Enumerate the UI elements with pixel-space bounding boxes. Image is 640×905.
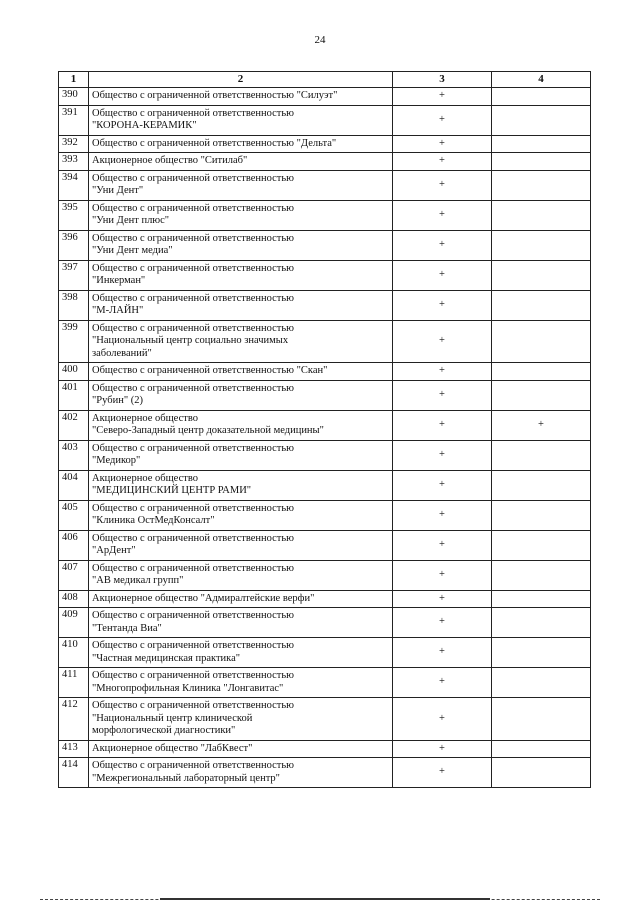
column-3-mark: + — [393, 380, 492, 410]
row-number: 408 — [59, 590, 89, 608]
column-4-mark — [492, 363, 591, 381]
organization-name: Общество с ограниченной ответственностью "Частная медицинская практика" — [89, 638, 393, 668]
organization-name: Общество с ограниченной ответственностью "Многопрофильная Клиника "Лонгавитас" — [89, 668, 393, 698]
table-row — [59, 200, 591, 230]
column-3-mark: + — [393, 590, 492, 608]
column-3-mark: + — [393, 363, 492, 381]
table-row — [59, 470, 591, 500]
organization-name: Общество с ограниченной ответственностью "Силуэт" — [89, 88, 393, 106]
table-row — [59, 88, 591, 106]
column-4-mark — [492, 380, 591, 410]
row-number: 403 — [59, 440, 89, 470]
column-4-mark — [492, 200, 591, 230]
column-3-mark: + — [393, 608, 492, 638]
row-number: 413 — [59, 740, 89, 758]
row-number: 391 — [59, 105, 89, 135]
organization-name: Общество с ограниченной ответственностью "АрДент" — [89, 530, 393, 560]
organization-name: Акционерное общество "МЕДИЦИНСКИЙ ЦЕНТР РАМИ" — [89, 470, 393, 500]
column-3-mark: + — [393, 698, 492, 741]
column-3-mark: + — [393, 668, 492, 698]
table-row — [59, 105, 591, 135]
column-4-mark — [492, 698, 591, 741]
row-number: 397 — [59, 260, 89, 290]
organization-name: Акционерное общество "Северо-Западный центр доказательной медицины" — [89, 410, 393, 440]
page-number: 24 — [314, 34, 326, 46]
column-4-mark — [492, 668, 591, 698]
row-number: 410 — [59, 638, 89, 668]
column-header-4: 4 — [492, 72, 591, 88]
registry-table — [58, 71, 591, 788]
organization-name: Общество с ограниченной ответственностью "Рубин" (2) — [89, 380, 393, 410]
column-3-mark: + — [393, 530, 492, 560]
column-3-mark: + — [393, 560, 492, 590]
table-row — [59, 230, 591, 260]
table-row — [59, 135, 591, 153]
column-4-mark — [492, 740, 591, 758]
column-header-1: 1 — [59, 72, 89, 88]
column-3-mark: + — [393, 500, 492, 530]
column-4-mark — [492, 560, 591, 590]
organization-name: Общество с ограниченной ответственностью "Инкерман" — [89, 260, 393, 290]
column-3-mark: + — [393, 135, 492, 153]
organization-name: Общество с ограниченной ответственностью "Клиника ОстМедКонсалт" — [89, 500, 393, 530]
column-4-mark — [492, 88, 591, 106]
row-number: 411 — [59, 668, 89, 698]
row-number: 393 — [59, 153, 89, 171]
footer-scan-line — [40, 899, 600, 903]
column-3-mark: + — [393, 320, 492, 363]
organization-name: Акционерное общество "Ситилаб" — [89, 153, 393, 171]
table-header-row — [59, 72, 591, 88]
column-4-mark — [492, 260, 591, 290]
table-row — [59, 320, 591, 363]
column-4-mark — [492, 153, 591, 171]
column-3-mark: + — [393, 105, 492, 135]
row-number: 401 — [59, 380, 89, 410]
table-row — [59, 290, 591, 320]
column-4-mark — [492, 590, 591, 608]
table-row — [59, 440, 591, 470]
column-3-mark: + — [393, 638, 492, 668]
table-row — [59, 698, 591, 741]
table-row — [59, 758, 591, 788]
row-number: 409 — [59, 608, 89, 638]
organization-name: Общество с ограниченной ответственностью "Тентанда Виа" — [89, 608, 393, 638]
table-body — [59, 88, 591, 788]
organization-name: Общество с ограниченной ответственностью "Скан" — [89, 363, 393, 381]
column-4-mark — [492, 105, 591, 135]
column-4-mark — [492, 608, 591, 638]
column-3-mark: + — [393, 200, 492, 230]
column-4-mark — [492, 638, 591, 668]
row-number: 394 — [59, 170, 89, 200]
column-3-mark: + — [393, 153, 492, 171]
row-number: 392 — [59, 135, 89, 153]
table-row — [59, 608, 591, 638]
column-4-mark — [492, 135, 591, 153]
table-row — [59, 363, 591, 381]
column-4-mark — [492, 758, 591, 788]
row-number: 412 — [59, 698, 89, 741]
table-row — [59, 560, 591, 590]
row-number: 404 — [59, 470, 89, 500]
table-row — [59, 170, 591, 200]
table-row — [59, 638, 591, 668]
column-3-mark: + — [393, 290, 492, 320]
column-4-mark — [492, 290, 591, 320]
column-4-mark — [492, 440, 591, 470]
organization-name: Общество с ограниченной ответственностью "Межрегиональный лабораторный центр" — [89, 758, 393, 788]
column-4-mark — [492, 500, 591, 530]
column-3-mark: + — [393, 260, 492, 290]
organization-name: Общество с ограниченной ответственностью "Уни Дент" — [89, 170, 393, 200]
organization-name: Общество с ограниченной ответственностью "Медикор" — [89, 440, 393, 470]
column-4-mark: + — [492, 410, 591, 440]
column-header-3: 3 — [393, 72, 492, 88]
organization-name: Общество с ограниченной ответственностью "Национальный центр социально значимых заболеваний" — [89, 320, 393, 363]
row-number: 399 — [59, 320, 89, 363]
organization-name: Общество с ограниченной ответственностью "КОРОНА-КЕРАМИК" — [89, 105, 393, 135]
table-row — [59, 530, 591, 560]
row-number: 395 — [59, 200, 89, 230]
table-row — [59, 260, 591, 290]
row-number: 400 — [59, 363, 89, 381]
column-3-mark: + — [393, 470, 492, 500]
row-number: 398 — [59, 290, 89, 320]
organization-name: Общество с ограниченной ответственностью "Дельта" — [89, 135, 393, 153]
column-3-mark: + — [393, 440, 492, 470]
column-4-mark — [492, 230, 591, 260]
row-number: 406 — [59, 530, 89, 560]
table-row — [59, 380, 591, 410]
organization-name: Общество с ограниченной ответственностью "АВ медикал групп" — [89, 560, 393, 590]
table-row — [59, 740, 591, 758]
organization-name: Общество с ограниченной ответственностью "Национальный центр клинической морфологической диагностики" — [89, 698, 393, 741]
row-number: 414 — [59, 758, 89, 788]
organization-name: Общество с ограниченной ответственностью "М-ЛАЙН" — [89, 290, 393, 320]
organization-name: Акционерное общество "ЛабКвест" — [89, 740, 393, 758]
table-row — [59, 668, 591, 698]
column-3-mark: + — [393, 170, 492, 200]
row-number: 402 — [59, 410, 89, 440]
column-3-mark: + — [393, 740, 492, 758]
organization-name: Общество с ограниченной ответственностью "Уни Дент плюс" — [89, 200, 393, 230]
column-4-mark — [492, 320, 591, 363]
table-row — [59, 500, 591, 530]
row-number: 405 — [59, 500, 89, 530]
column-4-mark — [492, 530, 591, 560]
row-number: 407 — [59, 560, 89, 590]
table-row — [59, 590, 591, 608]
column-3-mark: + — [393, 88, 492, 106]
organization-name: Акционерное общество "Адмиралтейские верфи" — [89, 590, 393, 608]
column-header-2: 2 — [89, 72, 393, 88]
table-row — [59, 153, 591, 171]
column-3-mark: + — [393, 230, 492, 260]
column-4-mark — [492, 470, 591, 500]
table-row — [59, 410, 591, 440]
organization-name: Общество с ограниченной ответственностью "Уни Дент медиа" — [89, 230, 393, 260]
column-3-mark: + — [393, 410, 492, 440]
row-number: 390 — [59, 88, 89, 106]
column-3-mark: + — [393, 758, 492, 788]
column-4-mark — [492, 170, 591, 200]
row-number: 396 — [59, 230, 89, 260]
